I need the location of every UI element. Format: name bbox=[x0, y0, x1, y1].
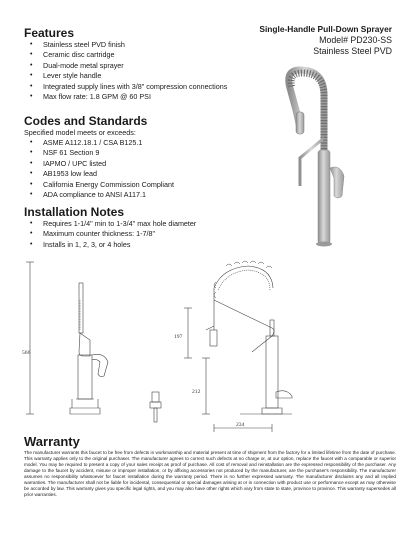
codes-list bbox=[30, 138, 230, 200]
list-item: • ASME A112.18.1 / CSA B125.1 bbox=[30, 138, 230, 148]
list-item: • Lever style handle bbox=[30, 71, 230, 81]
model-number: Model# PD230-SS bbox=[319, 35, 392, 45]
list-item: • Max flow rate: 1.8 GPM @ 60 PSI bbox=[30, 92, 230, 102]
codes-intro: Specified model meets or exceeds: bbox=[24, 128, 136, 137]
features-list bbox=[30, 40, 230, 102]
warranty-text: The manufacturer warrants this faucet to be free from defects in workmanship and material present at time of shipment from the factory for a limited lifetime from the date of purchase. This warranty applies only to the original purchaser. The manufacturer agrees to correct such defects at no charge or, at our option, replace the faucet with a comparable or superior model. You may be required to present a copy of your sales receipt as proof of purchase. All cost of removal and reinstallation are the expressed responsibility of the purchaser. Any damage to the faucet by accident, misuse or improper installation, or by affixing accessories not produced by the manufacturer, are the purchaser's responsibility. The manufacturer assumes no responsibility whatsoever for faucet installation during the warranty period. There is no further expressed warranty. The manufacturer disclaims any and all implied warranties. The manufacturer shall not be liable for incidental, consequential or special damages arising at or in connection with product use or performance except as may otherwise be accorded by law. This warranty gives you specific legal rights, and you may also have other rights which vary from state to state, province to province. This warranty supersedes all prior warranties. bbox=[24, 450, 396, 498]
installation-heading: Installation Notes bbox=[24, 205, 125, 219]
list-item: • IAPMO / UPC listed bbox=[30, 159, 230, 169]
product-title: Single-Handle Pull-Down Sprayer bbox=[259, 24, 392, 34]
features-heading: Features bbox=[24, 26, 75, 40]
dim-spout-height: 197 bbox=[174, 334, 183, 340]
list-item: • Ceramic disc cartridge bbox=[30, 50, 230, 60]
list-item: • Dual-mode metal sprayer bbox=[30, 61, 230, 71]
product-header bbox=[259, 24, 392, 57]
list-item: • Installs in 1, 2, 3, or 4 holes bbox=[30, 240, 250, 250]
list-item: • Stainless steel PVD finish bbox=[30, 40, 230, 50]
list-item: • Integrated supply lines with 3/8" compression connections bbox=[30, 82, 230, 92]
list-item: • Requires 1-1/4" min to 1-3/4" max hole diameter bbox=[30, 219, 250, 229]
warranty-heading: Warranty bbox=[24, 434, 80, 449]
finish-label: Stainless Steel PVD bbox=[313, 46, 392, 56]
codes-heading: Codes and Standards bbox=[24, 114, 148, 128]
list-item: • Maximum counter thickness: 1-7/8" bbox=[30, 229, 250, 239]
dim-reach: 234 bbox=[236, 422, 245, 428]
installation-list bbox=[30, 219, 250, 250]
dim-height: 566 bbox=[22, 350, 31, 356]
list-item: • AB1953 low lead bbox=[30, 169, 230, 179]
list-item: • NSF 61 Section 9 bbox=[30, 148, 230, 158]
dim-reach-height: 212 bbox=[192, 389, 201, 395]
list-item: • ADA compliance to ANSI A117.1 bbox=[30, 190, 230, 200]
list-item: • California Energy Commission Compliant bbox=[30, 180, 230, 190]
